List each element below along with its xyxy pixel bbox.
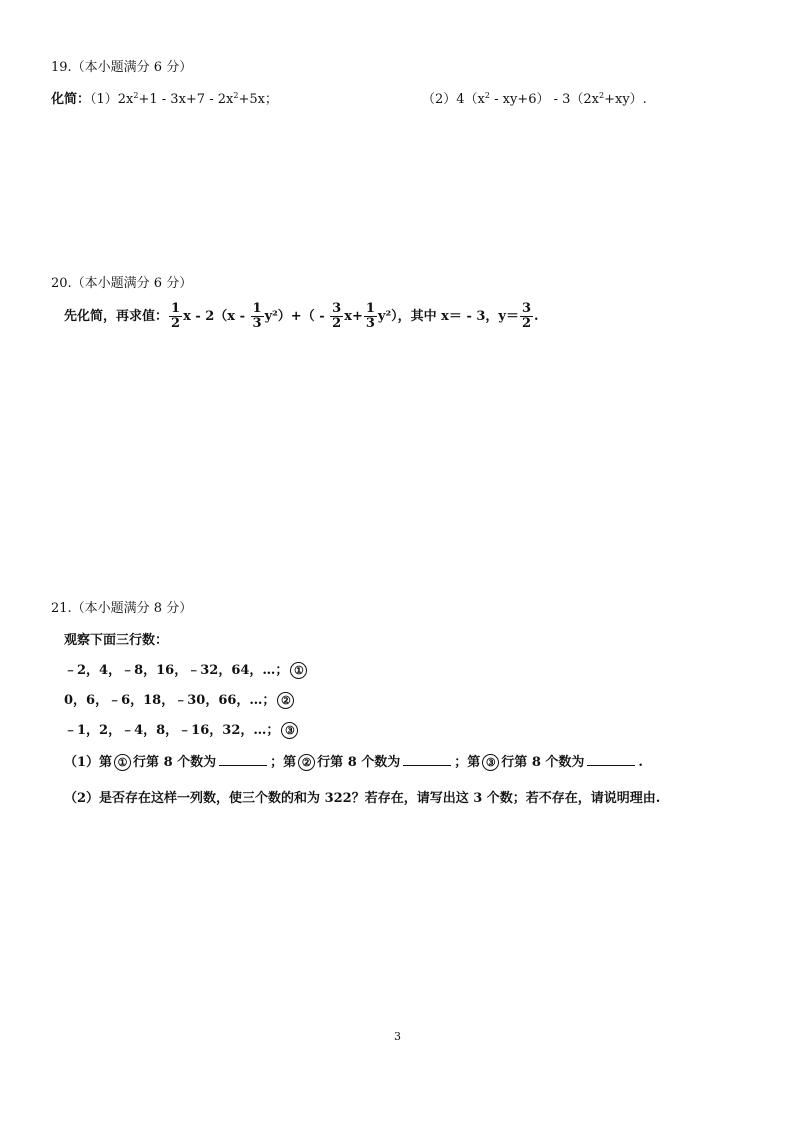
fraction-one-half: $\frac{1}{2}$ (171, 301, 181, 331)
circled-two-icon: ② (277, 692, 294, 709)
circled-one-icon: ① (290, 662, 307, 679)
q21-row-3: ﹣1，2，﹣4，8，﹣16，32，…； ③ (64, 719, 300, 739)
q21-heading: 21.（本小题满分 8 分） (51, 601, 193, 616)
q21-intro: 观察下面三行数： (64, 633, 169, 648)
q21-subquestion-2: （2）是否存在这样一列数，使三个数的和为 322？若存在，请写出这 3 个数；若不存在，请说明理由. (64, 791, 661, 806)
q20-heading: 20.（本小题满分 6 分） (51, 276, 193, 291)
answer-blank-3[interactable] (587, 754, 635, 766)
fraction-three-halves: $\frac{3}{2}$ (521, 301, 532, 331)
q19-part1: 化简：$(1)2x^2+1 - 3x+7 - 2x^2+5x$； (51, 91, 278, 107)
page-number: 3 (394, 1030, 401, 1043)
circled-three-icon: ③ (482, 754, 499, 771)
q19-label: 化简： (51, 92, 91, 107)
q21-row-1: ﹣2，4，﹣8，16，﹣32，64，…； ① (64, 659, 309, 679)
fraction-three-halves: $\frac{3}{2}$ (332, 301, 342, 331)
answer-blank-2[interactable] (403, 754, 451, 766)
fraction-one-third: $\frac{1}{3}$ (252, 301, 262, 331)
q19-heading: 19.（本小题满分 6 分） (51, 60, 193, 75)
fraction-one-third: $\frac{1}{3}$ (365, 301, 375, 331)
q21-row-2: 0，6，﹣6，18，﹣30，66，…； ② (64, 689, 296, 709)
q19-part2: $(2)4(x^2 - xy+6) - 3(2x^2+xy)$. (422, 91, 647, 107)
circled-three-icon: ③ (281, 722, 298, 739)
answer-blank-1[interactable] (219, 754, 267, 766)
q20-expression: 先化简，再求值： $\frac{1}{2}$ x - 2（x - $\frac{1}{3}$ y²）+（ - $\frac{3}{2}$ x+ $\frac{1}{3}$ y²），其中 x＝ - 3，y＝ $\frac{3}{2}$ . (64, 301, 539, 331)
q21-subquestion-1: （1）第 ① 行第 8 个数为 ；第 ② 行第 8 个数为 ；第 ③ 行第 8 个数为 . (64, 755, 643, 770)
circled-two-icon: ② (298, 754, 315, 771)
circled-one-icon: ① (114, 754, 131, 771)
